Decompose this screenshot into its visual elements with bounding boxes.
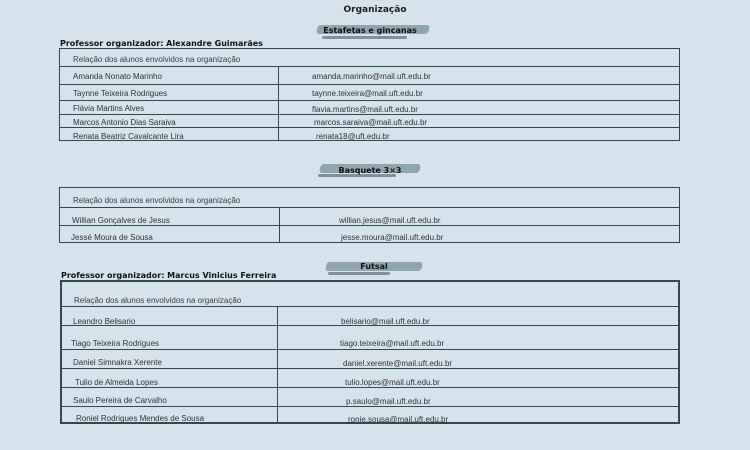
student-name: Saulo Pereira de Carvalho [73,396,167,405]
student-name: Leandro Belisario [73,317,136,326]
student-email: marcos.saraiva@mail.uft.edu.br [314,118,428,127]
table-estafetas [59,48,680,141]
student-name: Daniel Simnakra Xerente [73,358,162,367]
page-title: Organização [343,5,407,15]
section-title-estafetas: Estafetas e gincanas [323,26,417,35]
student-email: flavia.martins@mail.uft.edu.br [312,105,418,114]
table-basquete [59,187,680,243]
section-title-basquete: Basquete 3×3 [338,166,402,175]
section-title-brush [328,272,390,275]
student-name: Flávia Martins Alves [73,104,145,113]
student-email: renata18@uft.edu.br [316,132,390,141]
student-email: ronie.sousa@mail.uft.edu.br [348,415,449,424]
student-name: Tiago Teixeira Rodrigues [71,339,160,348]
section-title-brush [322,36,407,39]
section-title-futsal: Futsal [360,262,388,271]
organizer-label: Professor organizador: Alexandre Guimarães [60,39,263,48]
student-name: Taynne Teixeira Rodrigues [73,89,168,98]
table-header: Relação dos alunos envolvidos na organização [73,196,241,205]
student-email: amanda.marinho@mail.uft.edu.br [312,72,431,81]
student-name: Renata Beatriz Cavalcante Lira [73,132,184,141]
student-email: tiago.teixeira@mail.uft.edu.br [340,339,445,348]
organizer-label: Professor organizador: Marcus Vinicius Ferreira [61,271,277,280]
student-email: willian.jesus@mail.uft.edu.br [339,216,441,225]
student-email: daniel.xerente@mail.uft.edu.br [343,359,453,368]
student-email: belisario@mail.uft.edu.br [341,317,430,326]
student-name: Tulio de Almeida Lopes [75,378,158,387]
table-header: Relação dos alunos envolvidos na organização [73,55,241,64]
student-email: tulio.lopes@mail.uft.edu.br [345,378,440,387]
student-name: Jessé Moura de Sousa [71,233,153,242]
student-name: Amanda Nonato Marinho [73,72,162,81]
student-name: Willian Gonçalves de Jesus [72,216,170,225]
student-email: jesse.moura@mail.uft.edu.br [341,233,444,242]
table-futsal [60,280,680,424]
student-name: Marcos Antonio Dias Saraiva [73,118,176,127]
student-email: p.saulo@mail.uft.edu.br [346,397,431,406]
student-name: Roniel Rodrigues Mendes de Sousa [76,414,205,423]
student-email: taynne.teixeira@mail.uft.edu.br [312,89,423,98]
table-header: Relação dos alunos envolvidos na organização [74,296,242,305]
